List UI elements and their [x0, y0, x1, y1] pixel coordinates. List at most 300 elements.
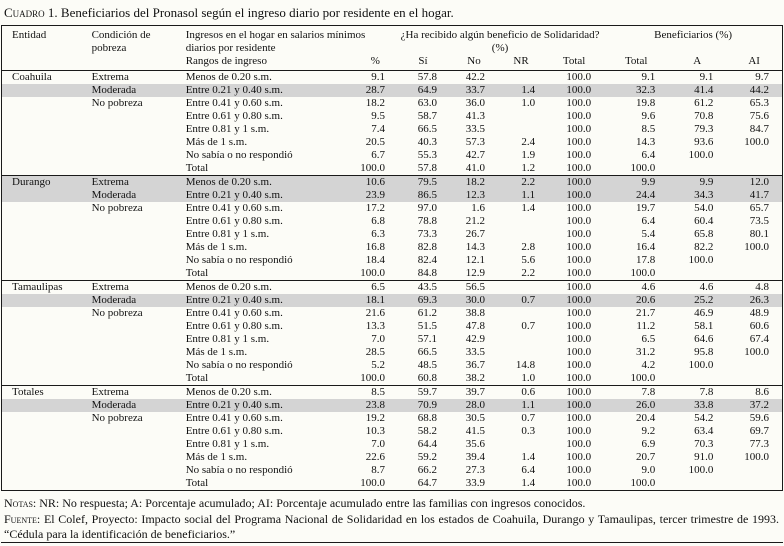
cell-entidad	[2, 228, 86, 241]
cell-condicion	[86, 215, 182, 228]
cell-rango: Más de 1 s.m.	[185, 136, 248, 148]
cell-a: 63.4	[694, 425, 714, 437]
cell-nr	[498, 333, 544, 346]
header-entidad: Entidad	[12, 29, 47, 41]
cell-total: 100.0	[566, 228, 592, 240]
notes	[1, 491, 783, 542]
cell-rango: Entre 0.61 y 0.80 s.m.	[185, 215, 283, 227]
cell-si: 43.5	[396, 281, 450, 295]
table-row	[2, 477, 783, 491]
table-row	[2, 333, 783, 346]
cell-btotal: 6.4	[641, 215, 656, 227]
cell-entidad	[2, 294, 86, 307]
cell-btotal: 20.4	[636, 412, 656, 424]
cell-condicion	[86, 372, 182, 386]
cell-btotal: 16.4	[636, 241, 656, 253]
cell-total: 100.0	[566, 359, 592, 371]
cell-pct: 13.3	[365, 320, 385, 332]
cell-a: 100.0	[688, 464, 714, 476]
cell-total: 100.0	[566, 333, 592, 345]
cell-btotal: 6.5	[641, 333, 656, 345]
table-row	[2, 294, 783, 307]
cell-condicion	[86, 425, 182, 438]
cell-pct: 100.0	[360, 162, 385, 174]
cell-total: 100.0	[544, 84, 604, 97]
cell-rango: No sabía o no respondió	[185, 254, 293, 266]
cell-si: 78.8	[417, 215, 437, 227]
cell-entidad	[2, 464, 86, 477]
cell-pct: 10.3	[365, 425, 385, 437]
cell-pct: 17.2	[365, 202, 385, 214]
cell-btotal: 17.8	[636, 254, 656, 266]
cell-condicion: Extrema	[86, 176, 182, 190]
cell-no: 38.8	[465, 307, 486, 319]
cell-no: 47.8	[465, 320, 486, 332]
header-beneficiarios-total: Total	[624, 55, 648, 67]
header-ai: AI	[748, 55, 760, 67]
cell-no: 33.9	[465, 477, 486, 489]
cell-pct: 6.8	[371, 215, 385, 227]
cell-a: 100.0	[688, 254, 714, 266]
cell-condicion	[86, 149, 182, 162]
table-row	[2, 346, 783, 359]
cell-rango: Entre 0.41 y 0.60 s.m.	[185, 307, 283, 319]
cell-ai	[726, 477, 782, 491]
cell-no: 56.5	[450, 281, 498, 295]
table-row	[2, 228, 783, 241]
cell-no: 33.5	[465, 123, 486, 135]
cell-si: 66.2	[417, 464, 437, 476]
cell-a: 41.4	[668, 84, 726, 97]
table-row	[2, 425, 783, 438]
table-row	[2, 281, 783, 295]
cell-ai: 100.0	[744, 241, 769, 253]
cell-no: 21.2	[465, 215, 486, 227]
cell-condicion	[86, 438, 182, 451]
cell-no: 12.1	[465, 254, 486, 266]
cell-pct: 7.0	[371, 333, 385, 345]
cell-pct: 10.6	[348, 176, 396, 190]
cell-btotal: 19.7	[636, 202, 656, 214]
header-a: A	[693, 55, 702, 67]
cell-si: 73.3	[417, 228, 437, 240]
table-row	[2, 386, 783, 400]
cell-si: 57.8	[417, 71, 437, 83]
cell-total: 100.0	[566, 215, 592, 227]
cell-rango: Menos de 0.20 s.m.	[182, 386, 348, 400]
cell-rango: Entre 0.61 y 0.80 s.m.	[185, 425, 283, 437]
cell-a: 100.0	[688, 359, 714, 371]
table-row	[2, 372, 783, 386]
cell-no: 41.5	[465, 425, 486, 437]
cell-entidad	[2, 149, 86, 162]
cell-condicion: No pobreza	[91, 97, 143, 109]
cell-nr: 0.6	[498, 386, 544, 400]
cell-nr: 0.7	[498, 294, 544, 307]
cell-total: 100.0	[566, 372, 592, 384]
cell-nr	[498, 281, 544, 295]
cell-btotal: 32.3	[604, 84, 668, 97]
cell-rango: Más de 1 s.m.	[185, 451, 248, 463]
cell-nr	[498, 215, 544, 228]
cell-no: 57.3	[465, 136, 486, 148]
cell-ai: 65.3	[749, 97, 769, 109]
cell-a: 4.6	[668, 281, 726, 295]
cell-pct: 6.7	[371, 149, 385, 161]
cell-nr: 0.3	[521, 425, 536, 437]
cell-nr: 1.4	[521, 202, 536, 214]
cell-no: 18.2	[450, 176, 498, 190]
table-row	[2, 241, 783, 254]
cell-ai: 75.6	[749, 110, 769, 122]
table-row	[2, 162, 783, 176]
cell-pct: 21.6	[365, 307, 385, 319]
cell-total: 100.0	[566, 110, 592, 122]
cell-entidad	[2, 333, 86, 346]
cell-a: 9.1	[699, 71, 714, 83]
cell-ai	[726, 267, 782, 281]
cell-condicion	[86, 241, 182, 254]
cell-entidad	[2, 438, 86, 451]
cell-btotal: 5.4	[641, 228, 656, 240]
note-notas	[4, 496, 779, 511]
cell-total: 100.0	[566, 464, 592, 476]
cell-rango: Más de 1 s.m.	[185, 241, 248, 253]
table-row	[2, 307, 783, 320]
cell-si: 64.9	[396, 84, 450, 97]
cell-entidad	[2, 189, 86, 202]
cell-nr: 1.0	[521, 97, 536, 109]
cell-condicion	[86, 110, 182, 123]
cell-ai: 48.9	[749, 307, 769, 319]
table-row	[2, 71, 783, 85]
cell-pct: 6.3	[371, 228, 385, 240]
cell-pct: 28.5	[365, 346, 385, 358]
cell-a: 34.3	[668, 189, 726, 202]
cell-a: 60.4	[694, 215, 714, 227]
cell-entidad	[2, 123, 86, 136]
cell-si: 55.3	[417, 149, 437, 161]
cell-total: 100.0	[544, 176, 604, 190]
header-total: Total	[562, 55, 586, 67]
cell-nr: 1.9	[521, 149, 536, 161]
table-row	[2, 110, 783, 123]
cell-btotal: 7.8	[604, 386, 668, 400]
cell-nr	[498, 71, 544, 85]
cell-entidad: Tamaulipas	[2, 281, 86, 295]
table-row	[2, 359, 783, 372]
cell-nr: 2.2	[521, 267, 536, 279]
cell-ai: 100.0	[744, 346, 769, 358]
bottom-rule	[1, 542, 783, 543]
cell-pct: 18.4	[365, 254, 385, 266]
cell-si: 64.4	[417, 438, 437, 450]
cell-nr: 2.4	[521, 136, 536, 148]
cell-total: 100.0	[566, 425, 592, 437]
header-nr: NR	[513, 55, 529, 67]
cell-no: 28.0	[450, 399, 498, 412]
cell-condicion	[86, 359, 182, 372]
cell-btotal: 6.9	[641, 438, 656, 450]
header-row-main	[2, 26, 783, 56]
table-row	[2, 451, 783, 464]
table-row	[2, 254, 783, 267]
cell-a: 91.0	[694, 451, 714, 463]
cell-pct: 22.6	[365, 451, 385, 463]
cell-a: 54.0	[694, 202, 714, 214]
cell-condicion: Moderada	[86, 399, 182, 412]
cell-a: 70.3	[694, 438, 714, 450]
cell-a	[668, 372, 726, 386]
cell-rango: Total	[185, 162, 209, 174]
cell-rango: Menos de 0.20 s.m.	[185, 71, 272, 83]
cell-btotal: 9.9	[604, 176, 668, 190]
table-row	[2, 464, 783, 477]
cell-ai: 84.7	[749, 123, 769, 135]
cell-nr: 2.2	[498, 176, 544, 190]
cell-rango: Menos de 0.20 s.m.	[182, 176, 348, 190]
cell-nr	[498, 123, 544, 136]
cell-a: 93.6	[694, 136, 714, 148]
cell-a: 33.8	[668, 399, 726, 412]
cell-btotal: 100.0	[630, 267, 656, 279]
cell-no: 35.6	[465, 438, 486, 450]
cell-entidad	[2, 412, 86, 425]
cell-btotal: 4.6	[604, 281, 668, 295]
cell-ai: 77.3	[749, 438, 769, 450]
cell-no: 36.7	[465, 359, 486, 371]
cell-nr: 0.7	[521, 320, 536, 332]
cell-a: 61.2	[694, 97, 714, 109]
cell-condicion: Moderada	[86, 294, 182, 307]
cell-pct: 7.4	[371, 123, 385, 135]
table-row	[2, 97, 783, 110]
cell-rango: Total	[185, 267, 209, 279]
cell-entidad	[2, 215, 86, 228]
cell-pct: 100.0	[360, 372, 385, 384]
cell-a: 82.2	[694, 241, 714, 253]
cell-entidad: Coahuila	[12, 71, 52, 83]
cell-condicion	[86, 451, 182, 464]
cell-si: 48.5	[417, 359, 437, 371]
cell-ai	[726, 359, 782, 372]
header-beneficiarios: Beneficiarios (%)	[654, 29, 733, 41]
cell-a: 100.0	[688, 149, 714, 161]
cell-no: 33.7	[450, 84, 498, 97]
cell-ai: 8.6	[726, 386, 782, 400]
cell-ai: 9.7	[755, 71, 769, 83]
cell-total: 100.0	[566, 267, 592, 279]
cell-ai: 100.0	[744, 451, 769, 463]
cell-no: 12.3	[450, 189, 498, 202]
note-fuente	[4, 512, 779, 542]
cell-nr: 1.2	[521, 162, 536, 174]
cell-si: 70.9	[396, 399, 450, 412]
cell-btotal: 31.2	[636, 346, 656, 358]
cell-total: 100.0	[566, 123, 592, 135]
cell-ai: 60.6	[749, 320, 769, 332]
cell-entidad	[2, 477, 86, 491]
cell-si: 66.5	[417, 123, 437, 135]
cell-rango: No sabía o no respondió	[185, 149, 293, 161]
cell-rango: Entre 0.21 y 0.40 s.m.	[182, 189, 348, 202]
cell-nr	[498, 307, 544, 320]
cell-entidad: Durango	[2, 176, 86, 190]
cell-entidad	[2, 359, 86, 372]
cell-pct: 20.5	[365, 136, 385, 148]
header-condicion: Condición de pobreza	[91, 29, 151, 54]
header-beneficio-solidaridad: ¿Ha recibido algún beneficio de Solidaridad? (%)	[400, 29, 600, 54]
cell-condicion	[86, 477, 182, 491]
table-row	[2, 267, 783, 281]
table-row	[2, 149, 783, 162]
cell-condicion: No pobreza	[91, 307, 143, 319]
cell-total: 100.0	[566, 136, 592, 148]
cell-condicion: Extrema	[86, 281, 182, 295]
cell-btotal: 6.4	[641, 149, 656, 161]
cell-total: 100.0	[544, 399, 604, 412]
cell-nr	[498, 438, 544, 451]
cell-ai	[726, 149, 782, 162]
cell-condicion	[86, 320, 182, 333]
cell-pct: 5.2	[371, 359, 385, 371]
cell-si: 79.5	[396, 176, 450, 190]
cell-pct: 8.7	[371, 464, 385, 476]
table-row	[2, 176, 783, 190]
table-row	[2, 399, 783, 412]
cell-a: 70.8	[694, 110, 714, 122]
cell-a: 79.3	[694, 123, 714, 135]
cell-condicion: No pobreza	[91, 202, 143, 214]
cell-rango: No sabía o no respondió	[185, 359, 293, 371]
cell-ai	[726, 254, 782, 267]
cell-no: 42.9	[465, 333, 486, 345]
cell-si: 82.4	[417, 254, 437, 266]
header-si: Sí	[418, 55, 428, 67]
cell-ai: 59.6	[749, 412, 769, 424]
cell-rango: Entre 0.61 y 0.80 s.m.	[185, 320, 283, 332]
cell-pct: 19.2	[365, 412, 385, 424]
cell-btotal: 100.0	[630, 162, 656, 174]
cell-total: 100.0	[566, 241, 592, 253]
cell-si: 86.5	[396, 189, 450, 202]
cell-entidad	[2, 372, 86, 386]
cell-entidad	[2, 84, 86, 97]
cell-si: 97.0	[417, 202, 437, 214]
cell-nr: 1.0	[521, 372, 536, 384]
cell-no: 1.6	[471, 202, 486, 214]
cell-a: 25.2	[668, 294, 726, 307]
cell-si: 58.2	[417, 425, 437, 437]
cell-condicion	[86, 123, 182, 136]
cell-entidad	[2, 136, 86, 149]
cell-rango: Total	[185, 477, 209, 489]
cell-ai: 26.3	[726, 294, 782, 307]
cell-nr: 0.7	[521, 412, 536, 424]
cell-a	[668, 267, 726, 281]
cell-nr	[498, 228, 544, 241]
cell-a: 64.6	[694, 333, 714, 345]
cell-si: 64.7	[417, 477, 437, 489]
cell-nr: 1.4	[521, 477, 536, 489]
header-ingresos: Ingresos en el hogar en salarios mínimos diarios por residente	[185, 29, 366, 54]
cell-total: 100.0	[566, 451, 592, 463]
cell-nr	[498, 110, 544, 123]
cell-si: 68.8	[417, 412, 437, 424]
cell-ai: 44.2	[726, 84, 782, 97]
cell-si: 60.8	[417, 372, 437, 384]
pronasol-table	[1, 25, 783, 491]
cell-total: 100.0	[566, 346, 592, 358]
cell-entidad	[2, 399, 86, 412]
cell-rango: Entre 0.21 y 0.40 s.m.	[182, 294, 348, 307]
table-row	[2, 202, 783, 215]
note-fuente-text: El Colef, Proyecto: Impacto social del Programa Nacional de Solidaridad en los estados de Coahuila, Durango y Tamaulipas, tercer trimestre de 1993. “Cédula para la identificación de beneficiarios.”	[4, 512, 779, 541]
cell-nr	[498, 346, 544, 359]
cell-si: 63.0	[417, 97, 437, 109]
cell-btotal: 100.0	[630, 372, 656, 384]
cell-si: 69.3	[396, 294, 450, 307]
cell-total: 100.0	[566, 97, 592, 109]
cell-nr: 6.4	[521, 464, 536, 476]
cell-total: 100.0	[566, 320, 592, 332]
cell-no: 41.3	[465, 110, 486, 122]
cell-si: 84.8	[417, 267, 437, 279]
cell-si: 51.5	[417, 320, 437, 332]
cell-no: 33.5	[465, 346, 486, 358]
cell-btotal: 24.4	[604, 189, 668, 202]
cell-condicion: Extrema	[86, 386, 182, 400]
cell-condicion	[86, 267, 182, 281]
cell-condicion: Moderada	[86, 84, 182, 97]
cell-entidad	[2, 254, 86, 267]
cell-nr: 1.1	[498, 399, 544, 412]
cell-ai: 41.7	[726, 189, 782, 202]
cell-si: 40.3	[417, 136, 437, 148]
cell-pct: 9.1	[371, 71, 385, 83]
cell-pct: 6.5	[348, 281, 396, 295]
cell-btotal: 9.1	[641, 71, 656, 83]
cell-no: 12.9	[465, 267, 486, 279]
cell-nr: 14.8	[515, 359, 536, 371]
cell-rango: Entre 0.41 y 0.60 s.m.	[185, 202, 283, 214]
cell-rango: Entre 0.61 y 0.80 s.m.	[185, 110, 283, 122]
cell-rango: Entre 0.81 y 1 s.m.	[185, 333, 270, 345]
cell-nr: 1.4	[498, 84, 544, 97]
cell-condicion	[86, 346, 182, 359]
cell-a: 9.9	[668, 176, 726, 190]
header-no: No	[467, 55, 481, 67]
cell-a: 54.2	[694, 412, 714, 424]
cell-rango: Más de 1 s.m.	[185, 346, 248, 358]
cell-pct: 28.7	[348, 84, 396, 97]
cell-nr: 5.6	[521, 254, 536, 266]
cell-btotal: 9.2	[641, 425, 656, 437]
table-row	[2, 320, 783, 333]
cell-btotal: 21.7	[636, 307, 656, 319]
header-rangos-de-ingreso: Rangos de ingreso	[185, 55, 267, 67]
cell-pct: 9.5	[371, 110, 385, 122]
cell-si: 82.8	[417, 241, 437, 253]
cell-entidad: Totales	[2, 386, 86, 400]
cell-rango: Entre 0.41 y 0.60 s.m.	[185, 97, 283, 109]
title-label: Cuadro 1.	[4, 5, 58, 20]
note-notas-label: Notas:	[4, 496, 37, 510]
cell-no: 41.0	[465, 162, 486, 174]
cell-ai: 4.8	[726, 281, 782, 295]
cell-btotal: 9.6	[641, 110, 656, 122]
cell-entidad	[2, 97, 86, 110]
